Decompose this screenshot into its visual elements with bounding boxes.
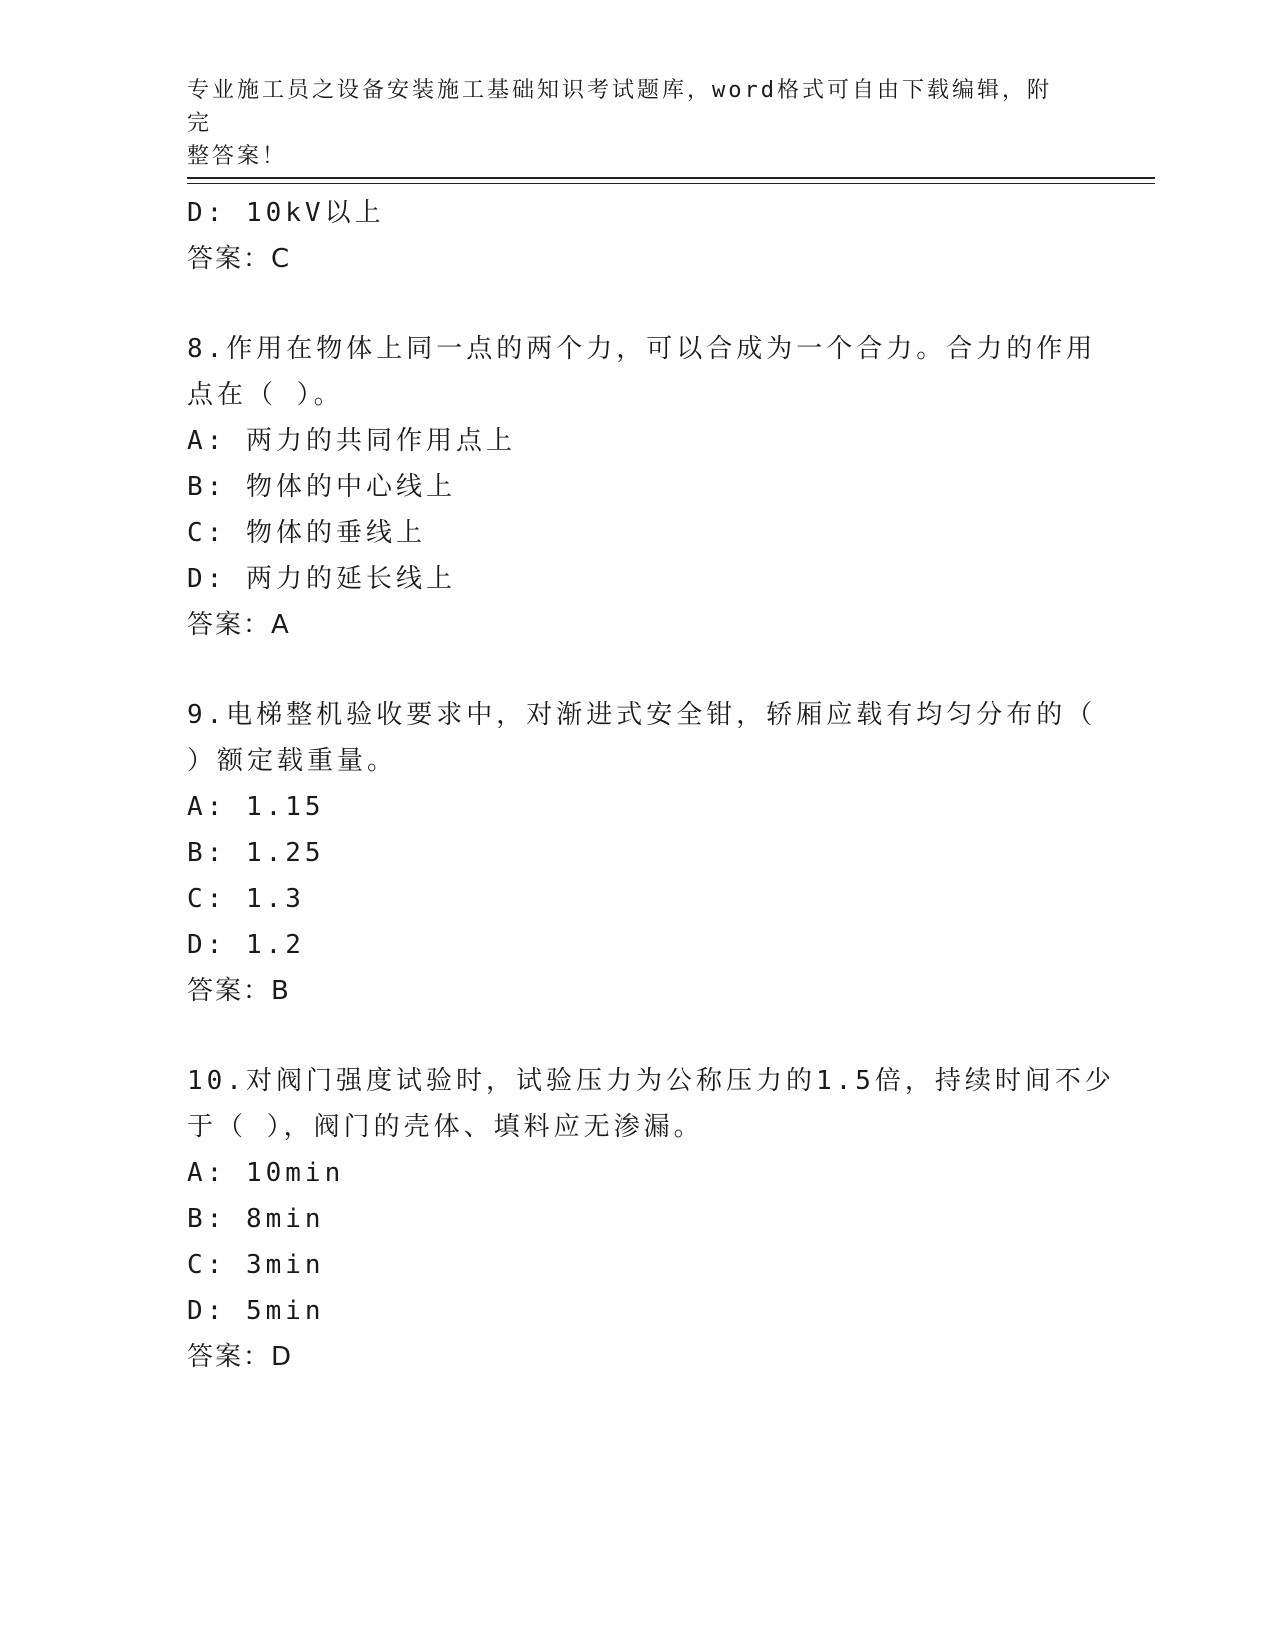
header-divider-thin <box>187 183 1155 184</box>
option-b: B: 物体的中心线上 <box>187 472 456 502</box>
prev-question-tail <box>187 190 1087 282</box>
option-c: C: 物体的垂线上 <box>187 518 426 548</box>
answer-line: 答案：A <box>187 610 291 640</box>
option-d: D: 10kV以上 <box>187 198 385 228</box>
option-d: D: 5min <box>187 1296 325 1326</box>
answer-line: 答案：B <box>187 976 291 1006</box>
answer-line: 答案：D <box>187 1342 294 1372</box>
header-line-1: 专业施工员之设备安装施工基础知识考试题库，word格式可自由下载编辑，附完 <box>187 78 1052 136</box>
option-b: B: 8min <box>187 1204 325 1234</box>
question-stem: 8.作用在物体上同一点的两个力，可以合成为一个合力。合力的作用 <box>187 334 1097 364</box>
question-block-8 <box>187 326 1097 648</box>
option-d: D: 两力的延长线上 <box>187 564 456 594</box>
option-c: C: 3min <box>187 1250 325 1280</box>
question-stem-cont: 点在（ ）。 <box>187 380 344 410</box>
question-list <box>187 190 1115 1380</box>
document-header <box>187 74 1067 173</box>
option-a: A: 1.15 <box>187 792 325 822</box>
header-line-2: 整答案！ <box>187 144 288 169</box>
option-b: B: 1.25 <box>187 838 325 868</box>
option-d: D: 1.2 <box>187 930 305 960</box>
question-stem-cont: ）额定载重量。 <box>187 746 398 776</box>
option-a: A: 两力的共同作用点上 <box>187 426 516 456</box>
question-stem-cont: 于（ ），阀门的壳体、填料应无渗漏。 <box>187 1112 704 1142</box>
question-stem: 10.对阀门强度试验时，试验压力为公称压力的1.5倍，持续时间不少 <box>187 1066 1115 1096</box>
option-c: C: 1.3 <box>187 884 305 914</box>
question-block-9 <box>187 692 1097 1014</box>
answer-line: 答案：C <box>187 244 292 274</box>
question-stem: 9.电梯整机验收要求中，对渐进式安全钳，轿厢应载有均匀分布的（ <box>187 700 1097 730</box>
question-block-10 <box>187 1058 1115 1380</box>
header-divider-thick <box>187 177 1155 179</box>
option-a: A: 10min <box>187 1158 345 1188</box>
